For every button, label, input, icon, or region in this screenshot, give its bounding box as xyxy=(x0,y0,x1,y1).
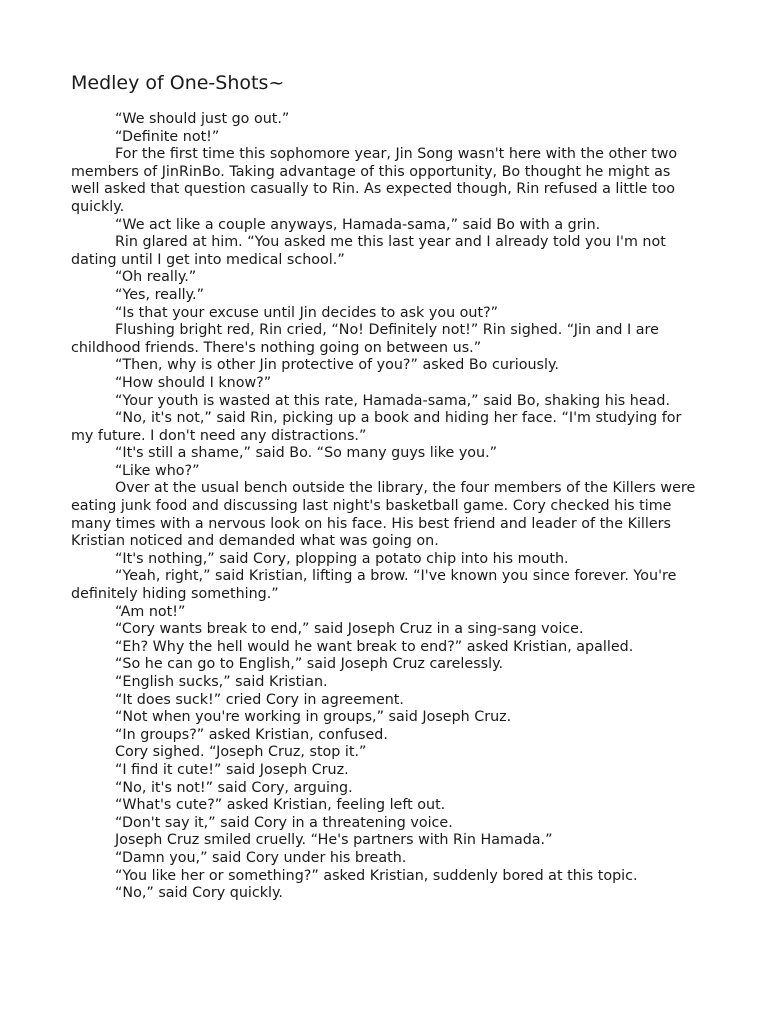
paragraph: Flushing bright red, Rin cried, “No! Definitely not!” Rin sighed. “Jin and I are childhood friends. There's nothing going on between us.” xyxy=(71,322,659,356)
document-body xyxy=(71,111,701,903)
paragraph: “Is that your excuse until Jin decides to ask you out?” xyxy=(115,304,499,321)
paragraph: “Yes, really.” xyxy=(115,286,205,303)
paragraph: “No,” said Cory quickly. xyxy=(115,885,283,902)
paragraph: “Oh really.” xyxy=(115,269,197,286)
paragraph: “It's nothing,” said Cory, plopping a potato chip into his mouth. xyxy=(115,550,569,567)
paragraph: “Don't say it,” said Cory in a threatening voice. xyxy=(115,814,453,831)
paragraph: “I find it cute!” said Joseph Cruz. xyxy=(115,761,349,778)
paragraph: “Definite not!” xyxy=(115,128,220,145)
paragraph: “In groups?” asked Kristian, confused. xyxy=(115,726,388,743)
paragraph: “Yeah, right,” said Kristian, lifting a brow. “I've known you since forever. You're definitely hiding something.” xyxy=(71,568,677,603)
paragraph: “Eh? Why the hell would he want break to end?” asked Kristian, apalled. xyxy=(115,638,634,655)
document-title: Medley of One-Shots~ xyxy=(71,72,285,94)
paragraph: “Like who?” xyxy=(115,462,200,479)
paragraph: Cory sighed. “Joseph Cruz, stop it.” xyxy=(115,744,367,761)
paragraph: “Not when you're working in groups,” said Joseph Cruz. xyxy=(115,709,512,726)
paragraph: “Then, why is other Jin protective of you?” asked Bo curiously. xyxy=(115,357,559,374)
paragraph: “It's still a shame,” said Bo. “So many guys like you.” xyxy=(115,445,498,462)
paragraph: “No, it's not!” said Cory, arguing. xyxy=(115,779,353,796)
paragraph: “Your youth is wasted at this rate, Hamada-sama,” said Bo, shaking his head. xyxy=(115,392,671,409)
paragraph: “Damn you,” said Cory under his breath. xyxy=(115,849,407,866)
paragraph: “You like her or something?” asked Kristian, suddenly bored at this topic. xyxy=(115,867,638,884)
paragraph: Joseph Cruz smiled cruelly. “He's partners with Rin Hamada.” xyxy=(115,832,553,849)
paragraph: “English sucks,” said Kristian. xyxy=(115,674,328,690)
paragraph: “No, it's not,” said Rin, picking up a book and hiding her face. “I'm studying for my future. I don't need any distractions.” xyxy=(71,410,682,444)
paragraph: “It does suck!” cried Cory in agreement. xyxy=(115,691,404,708)
paragraph: “So he can go to English,” said Joseph Cruz carelessly. xyxy=(115,656,504,673)
paragraph: Over at the usual bench outside the library, the four members of the Killers were eating junk food and discussing last night's basketball game. Cory checked his time many times with a nervous look on his face. His best friend and leader of the Killers Kristian noticed and demanded what was going on. xyxy=(71,480,696,550)
paragraph: “Cory wants break to end,” said Joseph Cruz in a sing-sang voice. xyxy=(115,621,584,638)
paragraph: “We act like a couple anyways, Hamada-sama,” said Bo with a grin. xyxy=(115,216,601,233)
paragraph: “Am not!” xyxy=(115,603,186,620)
paragraph: For the first time this sophomore year, Jin Song wasn't here with the other two members of JinRinBo. Taking advantage of this opportunity, Bo thought he might as well asked that question casually to Rin. As expected though, Rin refused a little too quickly. xyxy=(71,146,678,215)
paragraph: “We should just go out.” xyxy=(115,111,290,127)
paragraph: “What's cute?” asked Kristian, feeling left out. xyxy=(115,797,446,814)
paragraph: “How should I know?” xyxy=(115,374,272,391)
paragraph: Rin glared at him. “You asked me this last year and I already told you I'm not dating until I get into medical school.” xyxy=(71,234,666,268)
